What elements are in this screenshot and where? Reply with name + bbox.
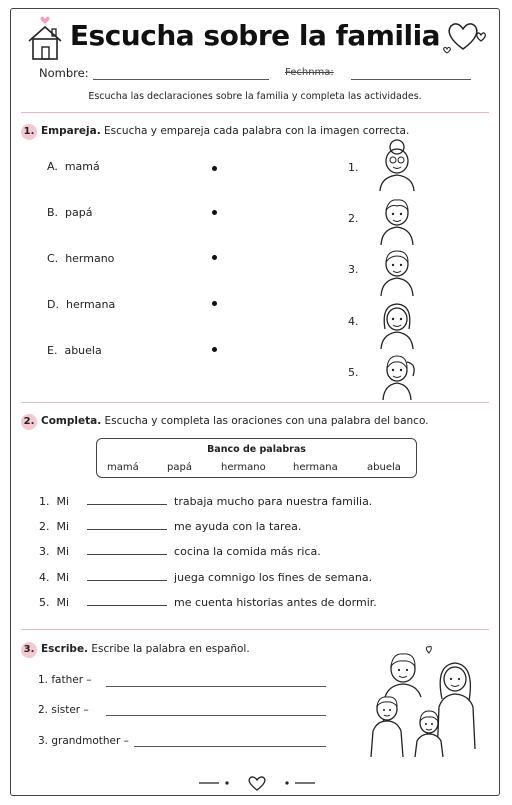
answer-line[interactable] [134, 746, 326, 747]
word-letter: D. [47, 298, 59, 311]
section-2-badge: 2. [21, 414, 37, 430]
section-1-title: Empareja. [41, 125, 101, 137]
sentence-start: Mi [56, 545, 70, 558]
sentence [39, 571, 372, 584]
sentence-end: trabaja mucho para nuestra familia. [174, 495, 373, 508]
section-3-badge: 3. [21, 642, 37, 658]
translate-label: 2. sister – [38, 704, 89, 716]
word-letter: E. [47, 344, 58, 357]
bank-word: mamá [107, 462, 139, 473]
name-field[interactable] [93, 79, 269, 80]
divider [21, 402, 489, 403]
section-1-instruction: Escucha y empareja cada palabra con la imagen correcta. [104, 125, 410, 137]
divider [21, 629, 489, 630]
match-dot[interactable] [212, 166, 217, 171]
word-mama: mamá [64, 160, 100, 173]
sentence [39, 596, 377, 609]
date-field[interactable] [351, 79, 471, 80]
sentence-blank[interactable] [87, 529, 167, 530]
word-bank-title: Banco de palabras [207, 444, 306, 455]
sentence-end: me cuenta historias antes de dormir. [174, 596, 377, 609]
section-2-instruction: Escucha y completa las oraciones con una palabra del banco. [104, 415, 429, 427]
sentence-blank[interactable] [87, 504, 167, 505]
sentence-blank[interactable] [87, 580, 167, 581]
sentence-number: 5. [39, 596, 50, 609]
sentence-start: Mi [56, 571, 70, 584]
word-abuela: abuela [64, 344, 102, 357]
sentence-start: Mi [56, 520, 70, 533]
woman-icon [377, 299, 417, 349]
hearts-icon [441, 19, 489, 57]
match-dot[interactable] [212, 301, 217, 306]
picture-number: 4. [348, 315, 359, 328]
bank-word: hermano [221, 462, 266, 473]
sentence-number: 4. [39, 571, 50, 584]
word-letter: C. [47, 252, 59, 265]
bank-word: papá [167, 462, 192, 473]
match-dot[interactable] [212, 210, 217, 215]
match-dot[interactable] [212, 255, 217, 260]
picture-number: 2. [348, 212, 359, 225]
section-1-badge: 1. [21, 124, 37, 140]
bank-word: abuela [367, 462, 401, 473]
footer-heart-icon [197, 773, 317, 793]
match-dot[interactable] [212, 347, 217, 352]
section-2-title: Completa. [41, 415, 102, 427]
word-hermana: hermana [65, 298, 116, 311]
sentence-number: 1. [39, 495, 50, 508]
man-icon [377, 246, 417, 296]
sentence-number: 3. [39, 545, 50, 558]
word-hermano: hermano [65, 252, 115, 265]
word-letter: B. [47, 206, 59, 219]
picture-number: 3. [348, 263, 359, 276]
sentence [39, 520, 301, 533]
sentence-end: me ayuda con la tarea. [174, 520, 302, 533]
sentence-start: Mi [56, 495, 70, 508]
sentence [39, 545, 321, 558]
bank-word: hermana [293, 462, 338, 473]
translate-label: 3. grandmother – [38, 735, 129, 747]
sentence-start: Mi [56, 596, 70, 609]
page-title: Escucha sobre la familia [69, 19, 441, 52]
sentence-end: cocina la comida más rica. [174, 545, 321, 558]
translate-label: 1. father – [38, 674, 92, 686]
word-bank [96, 438, 417, 478]
sentence-blank[interactable] [87, 554, 167, 555]
worksheet-page [10, 8, 500, 796]
date-label: Fechnma: [285, 67, 334, 78]
sentence-blank[interactable] [87, 605, 167, 606]
answer-line[interactable] [106, 686, 326, 687]
girl-icon [377, 350, 421, 400]
section-3-instruction: Escribe la palabra en español. [91, 643, 250, 655]
word-papa: papá [65, 206, 93, 219]
name-label: Nombre: [39, 66, 89, 80]
general-instructions: Escucha las declaraciones sobre la familia y completa las actividades. [88, 91, 422, 102]
word-letter: A. [47, 160, 58, 173]
sentence-number: 2. [39, 520, 50, 533]
sentence-end: juega comnigo los fines de semana. [174, 571, 373, 584]
picture-number: 1. [348, 161, 359, 174]
family-illustration [365, 639, 487, 757]
grandmother-icon [375, 137, 419, 191]
picture-number: 5. [348, 366, 359, 379]
sentence [39, 495, 372, 508]
section-3-title: Escribe. [41, 643, 89, 655]
answer-line[interactable] [106, 715, 326, 716]
boy-icon [377, 195, 417, 245]
divider [21, 112, 489, 113]
